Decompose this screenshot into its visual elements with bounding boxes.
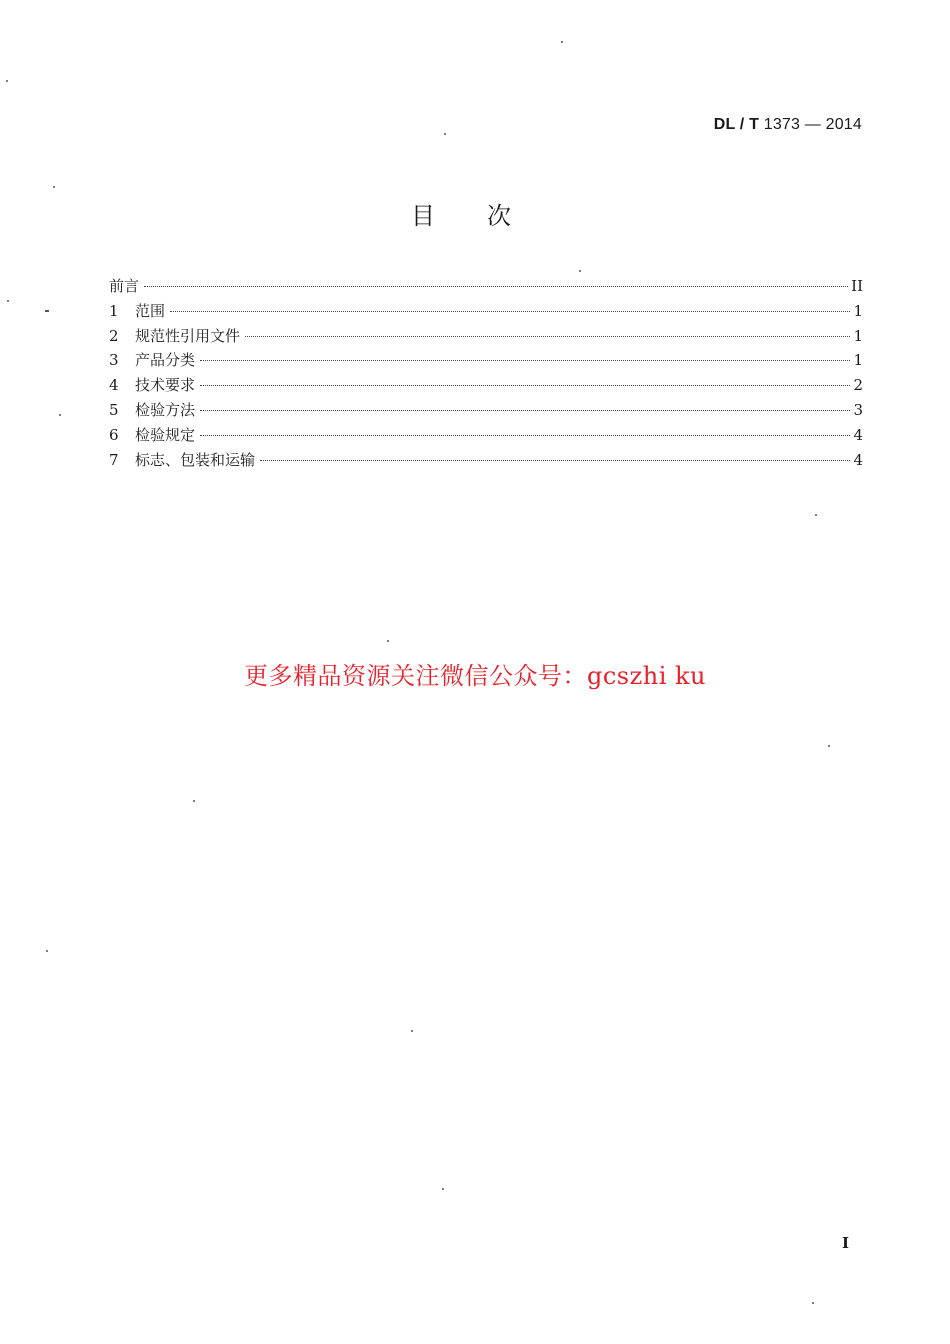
- toc-entry-page: 4: [853, 425, 863, 444]
- scan-speck: [53, 186, 55, 188]
- scan-speck: [193, 800, 195, 802]
- toc-entry-label: 规范性引用文件: [135, 326, 241, 345]
- document-code-prefix: DL / T: [713, 116, 764, 133]
- scan-speck: [444, 133, 446, 135]
- toc-entry-page: 2: [853, 376, 863, 395]
- toc-entry-label: 标志、包装和运输: [135, 450, 256, 469]
- table-of-contents: [109, 274, 863, 472]
- toc-entry-page: 1: [853, 326, 863, 345]
- scan-speck: [411, 1030, 413, 1032]
- toc-leader-dots: [200, 410, 850, 411]
- toc-entry-page: 3: [853, 400, 863, 419]
- scan-speck: [579, 270, 581, 272]
- toc-entry-number: 4: [109, 376, 119, 395]
- toc-entry-number: 6: [109, 425, 119, 444]
- document-code-number: 1373 — 2014: [763, 116, 862, 133]
- scan-speck: [387, 640, 389, 642]
- scan-speck: [59, 414, 61, 416]
- toc-leader-dots: [260, 460, 850, 461]
- toc-entry-inspection-rules[interactable]: [109, 423, 863, 448]
- toc-entry-label: 检验方法: [135, 400, 196, 419]
- scan-speck: [812, 1302, 814, 1304]
- toc-entry-page: II: [851, 277, 863, 295]
- page-number: I: [842, 1234, 850, 1252]
- toc-leader-dots: [200, 435, 850, 436]
- scan-speck: [46, 950, 48, 952]
- toc-entry-label: 产品分类: [135, 351, 196, 370]
- toc-entry-page: 1: [853, 351, 863, 370]
- toc-entry-number: 7: [109, 450, 119, 469]
- scan-speck: [442, 1188, 444, 1190]
- toc-entry-label: 前言: [109, 277, 140, 295]
- toc-entry-classification[interactable]: [109, 348, 863, 373]
- toc-entry-test-methods[interactable]: [109, 398, 863, 423]
- toc-entry-number: 1: [109, 301, 119, 320]
- toc-leader-dots: [144, 286, 848, 287]
- toc-entry-label: 范围: [135, 301, 166, 320]
- toc-entry-foreword[interactable]: [109, 274, 863, 299]
- toc-leader-dots: [170, 311, 850, 312]
- toc-entry-page: 4: [853, 450, 863, 469]
- watermark-text: 更多精品资源关注微信公众号：gcszhi ku: [243, 662, 707, 690]
- scan-speck: [6, 80, 8, 82]
- toc-leader-dots: [245, 336, 850, 337]
- toc-entry-label: 技术要求: [135, 376, 196, 395]
- toc-entry-scope[interactable]: [109, 299, 863, 324]
- document-code: [714, 116, 862, 134]
- scan-speck: [828, 745, 830, 747]
- toc-entry-page: 1: [853, 301, 863, 320]
- scan-speck: [45, 310, 49, 312]
- toc-leader-dots: [200, 360, 850, 361]
- scan-speck: [815, 514, 817, 516]
- toc-entry-number: 2: [109, 326, 119, 345]
- toc-heading: 目次: [411, 202, 563, 230]
- toc-leader-dots: [200, 385, 850, 386]
- scan-speck: [7, 300, 9, 302]
- toc-entry-marking-packaging[interactable]: [109, 448, 863, 473]
- toc-entry-number: 3: [109, 351, 119, 370]
- toc-entry-normative-references[interactable]: [109, 324, 863, 349]
- toc-entry-number: 5: [109, 400, 119, 419]
- scan-speck: [561, 41, 563, 43]
- toc-entry-requirements[interactable]: [109, 373, 863, 398]
- toc-entry-label: 检验规定: [135, 425, 196, 444]
